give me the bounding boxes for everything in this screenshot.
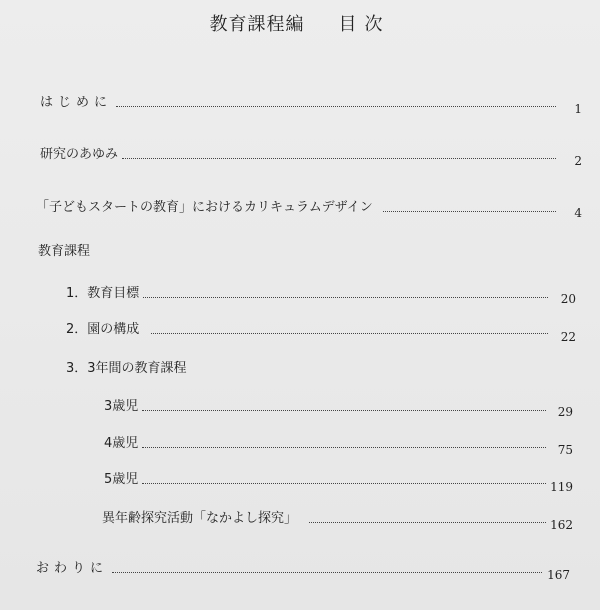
dot-leader bbox=[142, 409, 546, 411]
page-number: 167 bbox=[547, 568, 570, 582]
page-number: 1 bbox=[574, 102, 582, 116]
page-number: 2 bbox=[574, 154, 582, 168]
section-heading-curriculum: 教育課程 bbox=[38, 244, 91, 259]
toc-entry-label: 5歳児 bbox=[104, 472, 139, 487]
toc-entry-label: 2．園の構成 bbox=[66, 322, 140, 337]
dot-leader bbox=[142, 482, 546, 484]
title-part1: 教育課程編 bbox=[209, 14, 305, 35]
page-number: 119 bbox=[550, 480, 573, 494]
page-title bbox=[0, 10, 600, 36]
toc-entry-label: はじめに bbox=[40, 95, 113, 110]
dot-leader bbox=[116, 105, 556, 107]
dot-leader bbox=[112, 571, 542, 573]
toc-entry-label: 研究のあゆみ bbox=[40, 147, 119, 162]
toc-entry-age4 bbox=[104, 432, 550, 451]
toc-entry-label: 3歳児 bbox=[104, 399, 139, 414]
page-number: 162 bbox=[550, 518, 573, 532]
page-number: 20 bbox=[560, 292, 576, 306]
dot-leader bbox=[383, 210, 556, 212]
dot-leader bbox=[151, 332, 548, 334]
toc-entry-label: 異年齢探究活動「なかよし探究」 bbox=[102, 511, 298, 526]
dot-leader bbox=[142, 446, 546, 448]
page-number: 75 bbox=[557, 443, 573, 457]
toc-entry-curriculum-design bbox=[36, 196, 560, 215]
toc-entry-label: おわりに bbox=[36, 561, 109, 576]
section-heading-three-year: 3．3年間の教育課程 bbox=[66, 361, 187, 376]
page-number: 4 bbox=[574, 206, 582, 220]
dot-leader bbox=[309, 521, 546, 523]
toc-entry-structure bbox=[66, 318, 552, 337]
toc-entry-goals bbox=[66, 282, 552, 301]
toc-entry-history bbox=[40, 143, 560, 162]
title-part2: 目次 bbox=[338, 14, 391, 35]
toc-entry-closing bbox=[36, 557, 546, 576]
toc-entry-age5 bbox=[104, 468, 550, 487]
toc-entry-mixed-age bbox=[102, 507, 550, 526]
page-number: 22 bbox=[560, 330, 576, 344]
toc-entry-label: 「子どもスタートの教育」におけるカリキュラムデザイン bbox=[36, 200, 373, 215]
dot-leader bbox=[143, 296, 548, 298]
toc-entry-label: 4歳児 bbox=[104, 436, 139, 451]
page-number: 29 bbox=[557, 405, 573, 419]
toc-entry-label: 1．教育目標 bbox=[66, 286, 140, 301]
dot-leader bbox=[122, 157, 556, 159]
toc-entry-age3 bbox=[104, 395, 550, 414]
toc-entry-intro bbox=[40, 91, 560, 110]
